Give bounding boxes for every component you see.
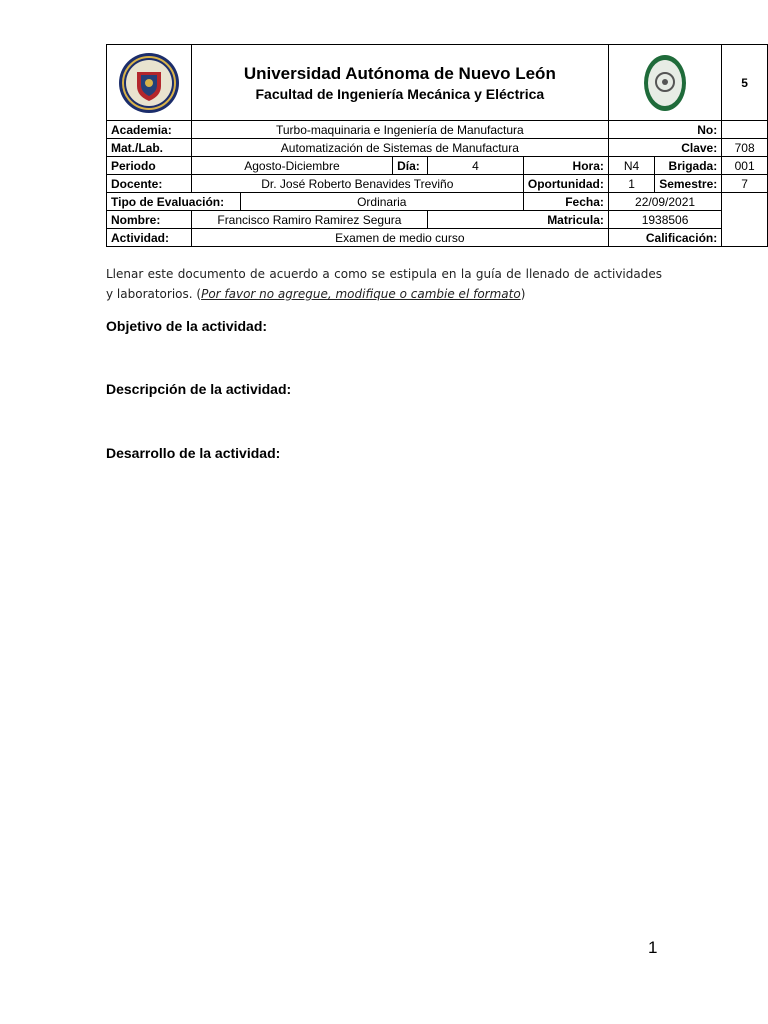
dia-label: Día:	[393, 157, 428, 175]
no-label: No:	[608, 121, 721, 139]
objetivo-heading: Objetivo de la actividad:	[106, 318, 268, 334]
tipo-value: Ordinaria	[240, 193, 523, 211]
header-titles	[191, 45, 608, 121]
clave-label: Clave:	[608, 139, 721, 157]
clave-value: 708	[722, 139, 768, 157]
fime-seal-icon	[643, 54, 687, 112]
desarrollo-heading: Desarrollo de la actividad:	[106, 445, 281, 461]
hora-label: Hora:	[523, 157, 608, 175]
semestre-value: 7	[722, 175, 768, 193]
instructions-note: Por favor no agregue, modifique o cambie el formato	[201, 287, 521, 301]
periodo-value: Agosto-Diciembre	[191, 157, 392, 175]
periodo-label: Periodo	[107, 157, 192, 175]
faculty-name: Facultad de Ingeniería Mecánica y Eléctrica	[255, 85, 545, 102]
document-number: 5	[722, 45, 768, 121]
fecha-label: Fecha:	[523, 193, 608, 211]
semestre-label: Semestre:	[655, 175, 722, 193]
university-name: Universidad Autónoma de Nuevo León	[243, 63, 556, 83]
page-number: 1	[648, 938, 658, 957]
instructions-text: Llenar este documento de acuerdo a como se estipula en la guía de llenado de actividades y laboratorios. (	[106, 267, 662, 301]
tipo-label: Tipo de Evaluación:	[107, 193, 241, 211]
hora-value: N4	[608, 157, 654, 175]
matricula-label: Matricula:	[428, 211, 609, 229]
oportunidad-label: Oportunidad:	[523, 175, 608, 193]
matlab-label: Mat./Lab.	[107, 139, 192, 157]
brigada-label: Brigada:	[655, 157, 722, 175]
calificacion-label: Calificación:	[608, 229, 721, 247]
oportunidad-value: 1	[608, 175, 654, 193]
docente-label: Docente:	[107, 175, 192, 193]
nombre-value: Francisco Ramiro Ramirez Segura	[191, 211, 427, 229]
no-value	[722, 121, 768, 139]
left-logo-cell	[107, 45, 192, 121]
instructions-close: )	[520, 287, 526, 301]
docente-value: Dr. José Roberto Benavides Treviño	[191, 175, 523, 193]
dia-value: 4	[428, 157, 524, 175]
brigada-value: 001	[722, 157, 768, 175]
matlab-value: Automatización de Sistemas de Manufactura	[191, 139, 608, 157]
instructions-paragraph	[106, 264, 662, 304]
matricula-value: 1938506	[608, 211, 721, 229]
actividad-value: Examen de medio curso	[191, 229, 608, 247]
calificacion-box	[722, 193, 768, 247]
fecha-value: 22/09/2021	[608, 193, 721, 211]
nombre-label: Nombre:	[107, 211, 192, 229]
academia-label: Academia:	[107, 121, 192, 139]
uanl-crest-icon	[118, 52, 180, 114]
academia-value: Turbo-maquinaria e Ingeniería de Manufactura	[191, 121, 608, 139]
descripcion-heading: Descripción de la actividad:	[106, 381, 292, 397]
actividad-label: Actividad:	[107, 229, 192, 247]
right-logo-cell	[608, 45, 721, 121]
header-table	[106, 44, 768, 247]
